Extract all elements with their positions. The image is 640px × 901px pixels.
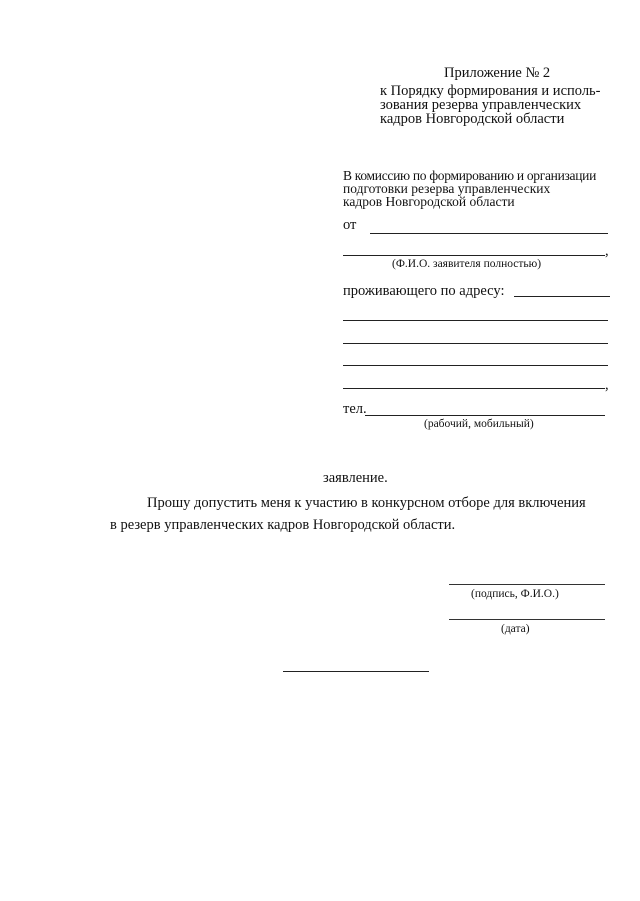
fio-caption: (Ф.И.О. заявителя полностью) (392, 258, 542, 270)
address-comma: , (605, 377, 609, 393)
appendix-line-3: кадров Новгородской области (380, 111, 565, 127)
address-line-1[interactable] (514, 296, 610, 297)
statement-title: заявление. (323, 470, 388, 486)
phone-label: тел. (343, 401, 367, 417)
signature-caption: (подпись, Ф.И.О.) (471, 588, 559, 600)
from-label: от (343, 217, 357, 233)
address-line-4[interactable] (343, 365, 608, 366)
address-line-3[interactable] (343, 343, 608, 344)
date-caption: (дата) (501, 623, 530, 635)
addressee-line-3: кадров Новгородской области (343, 194, 515, 209)
appendix-line-1: к Порядку формирования и исполь- (380, 83, 601, 99)
addressee-line-1: В комиссию по формированию и организации (343, 168, 597, 183)
address-label: проживающего по адресу: (343, 283, 505, 299)
address-line-5[interactable] (343, 388, 605, 389)
signature-line[interactable] (449, 584, 605, 585)
closing-divider (283, 671, 429, 672)
statement-line-2: в резерв управленческих кадров Новгородской области. (110, 517, 456, 533)
addressee-line-2: подготовки резерва управленческих (343, 181, 551, 196)
address-line-2[interactable] (343, 320, 608, 321)
fio-comma: , (605, 243, 609, 259)
appendix-title: Приложение № 2 (444, 65, 551, 81)
from-name-line-2[interactable] (343, 255, 605, 256)
appendix-line-2: зования резерва управленческих (380, 97, 582, 113)
statement-line-1: Прошу допустить меня к участию в конкурсном отборе для включения (147, 495, 586, 511)
phone-line[interactable] (365, 415, 605, 416)
date-line[interactable] (449, 619, 605, 620)
phone-caption: (рабочий, мобильный) (424, 418, 534, 430)
from-name-line-1[interactable] (370, 233, 608, 234)
